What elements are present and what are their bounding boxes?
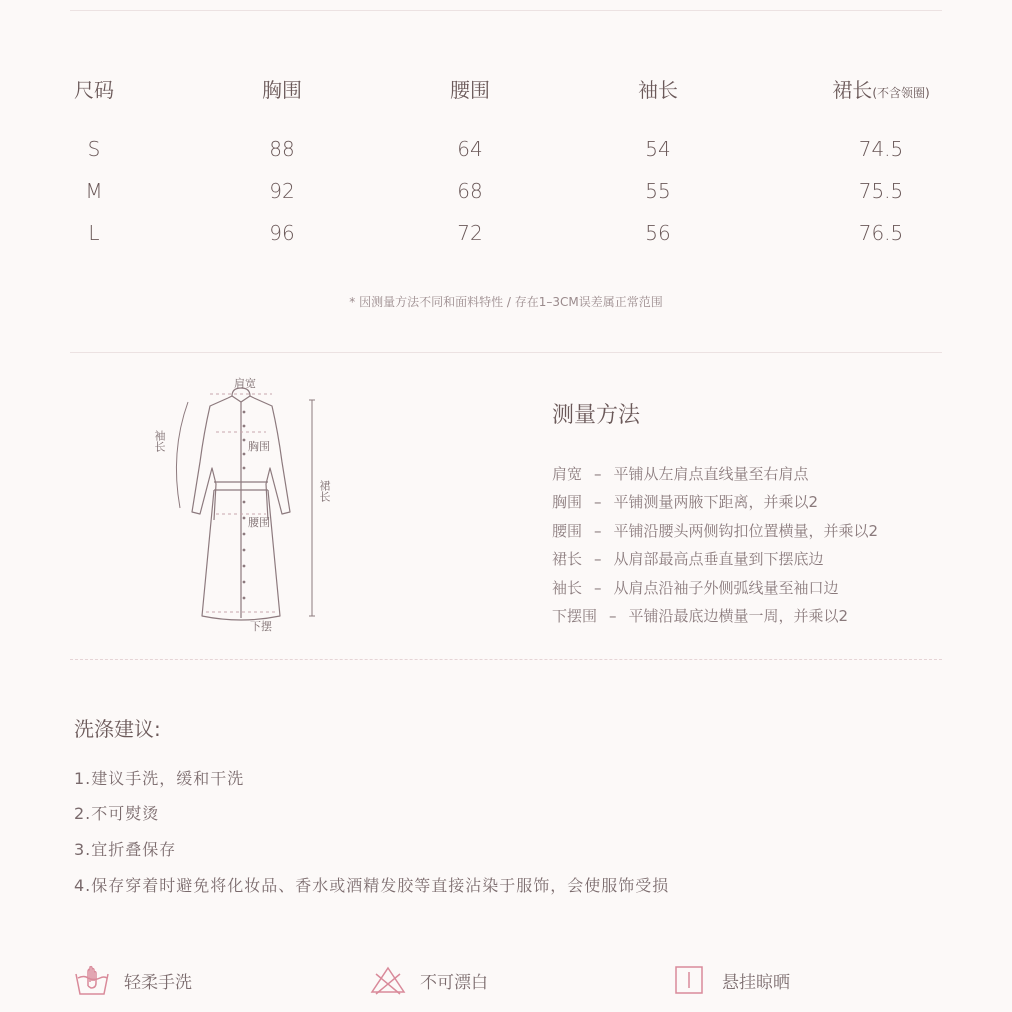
diagram-label-chest: 胸围 bbox=[248, 440, 270, 453]
measure-key: 腰围 bbox=[552, 522, 583, 540]
cell-s-chest: 88 bbox=[269, 137, 295, 161]
care-no-bleach bbox=[370, 962, 488, 998]
cell-l-waist: 72 bbox=[457, 221, 483, 245]
measure-item bbox=[552, 491, 818, 512]
measure-desc: 从肩点沿袖子外侧弧线量至袖口边 bbox=[613, 579, 839, 597]
no-bleach-icon bbox=[370, 964, 406, 996]
cell-s-length: 74.5 bbox=[858, 137, 904, 161]
measure-dash: – bbox=[594, 550, 602, 568]
measure-desc: 平铺测量两腋下距离，并乘以2 bbox=[613, 493, 819, 511]
cell-l-sleeve: 56 bbox=[645, 221, 671, 245]
cell-l-chest: 96 bbox=[269, 221, 295, 245]
header-length-label: 裙长 bbox=[832, 78, 873, 102]
cell-l-length: 76.5 bbox=[858, 221, 904, 245]
care-label: 轻柔手洗 bbox=[124, 972, 192, 993]
cell-m-sleeve: 55 bbox=[645, 179, 671, 203]
header-length bbox=[832, 74, 929, 103]
wash-item: 4.保存穿着时避免将化妆品、香水或酒精发胶等直接沾染于服饰，会使服饰受损 bbox=[74, 876, 670, 895]
hang-dry-icon bbox=[672, 964, 708, 996]
cell-s-size: S bbox=[87, 137, 101, 161]
measure-title: 测量方法 bbox=[552, 403, 641, 428]
wash-item: 2.不可熨烫 bbox=[74, 804, 160, 823]
measure-desc: 平铺沿最底边横量一周，并乘以2 bbox=[628, 607, 849, 625]
header-size: 尺码 bbox=[74, 78, 114, 102]
dress-outline-icon bbox=[140, 372, 340, 636]
cell-m-size: M bbox=[85, 179, 103, 203]
wash-title: 洗涤建议: bbox=[74, 717, 161, 741]
measure-item bbox=[552, 520, 878, 541]
hand-wash-icon bbox=[74, 964, 110, 996]
measure-key: 肩宽 bbox=[552, 465, 583, 483]
measure-item bbox=[552, 548, 824, 569]
wash-item: 1.建议手洗，缓和干洗 bbox=[74, 769, 245, 788]
measure-dash: – bbox=[594, 465, 602, 483]
measure-dash: – bbox=[609, 607, 617, 625]
measure-dash: – bbox=[594, 493, 602, 511]
measure-item bbox=[552, 577, 839, 598]
dashed-divider bbox=[70, 659, 942, 660]
header-length-note: (不含领圈) bbox=[872, 86, 930, 100]
diagram-label-sleeve: 袖长 bbox=[153, 430, 166, 452]
care-hang-dry bbox=[672, 962, 790, 998]
diagram-label-hem: 下摆 bbox=[250, 620, 272, 633]
measure-desc: 从肩部最高点垂直量到下摆底边 bbox=[613, 550, 824, 568]
care-label: 悬挂晾晒 bbox=[722, 972, 790, 993]
cell-m-length: 75.5 bbox=[858, 179, 904, 203]
measure-dash: – bbox=[594, 522, 602, 540]
care-label: 不可漂白 bbox=[420, 972, 488, 993]
measure-item bbox=[552, 463, 809, 484]
cell-m-waist: 68 bbox=[457, 179, 483, 203]
section-divider bbox=[70, 352, 942, 353]
care-hand-wash bbox=[74, 962, 192, 998]
top-divider bbox=[70, 10, 942, 11]
cell-l-size: L bbox=[88, 221, 100, 245]
measure-dash: – bbox=[594, 579, 602, 597]
measure-item bbox=[552, 605, 848, 626]
header-sleeve: 袖长 bbox=[638, 78, 678, 102]
measurement-tolerance-note: * 因测量方法不同和面料特性 / 存在1–3CM误差属正常范围 bbox=[349, 295, 663, 309]
dress-diagram bbox=[140, 372, 340, 636]
measure-key: 裙长 bbox=[552, 550, 583, 568]
header-chest: 胸围 bbox=[262, 78, 302, 102]
measure-key: 下摆围 bbox=[552, 607, 598, 625]
header-waist: 腰围 bbox=[450, 78, 490, 102]
cell-s-sleeve: 54 bbox=[645, 137, 671, 161]
cell-m-chest: 92 bbox=[269, 179, 295, 203]
wash-item: 3.宜折叠保存 bbox=[74, 840, 177, 859]
measure-key: 袖长 bbox=[552, 579, 583, 597]
measure-key: 胸围 bbox=[552, 493, 583, 511]
measure-desc: 平铺从左肩点直线量至右肩点 bbox=[613, 465, 809, 483]
measure-desc: 平铺沿腰头两侧钩扣位置横量，并乘以2 bbox=[613, 522, 879, 540]
diagram-label-waist: 腰围 bbox=[248, 516, 270, 529]
diagram-label-shoulder: 肩宽 bbox=[234, 377, 256, 390]
cell-s-waist: 64 bbox=[457, 137, 483, 161]
diagram-label-length: 裙长 bbox=[318, 480, 331, 502]
